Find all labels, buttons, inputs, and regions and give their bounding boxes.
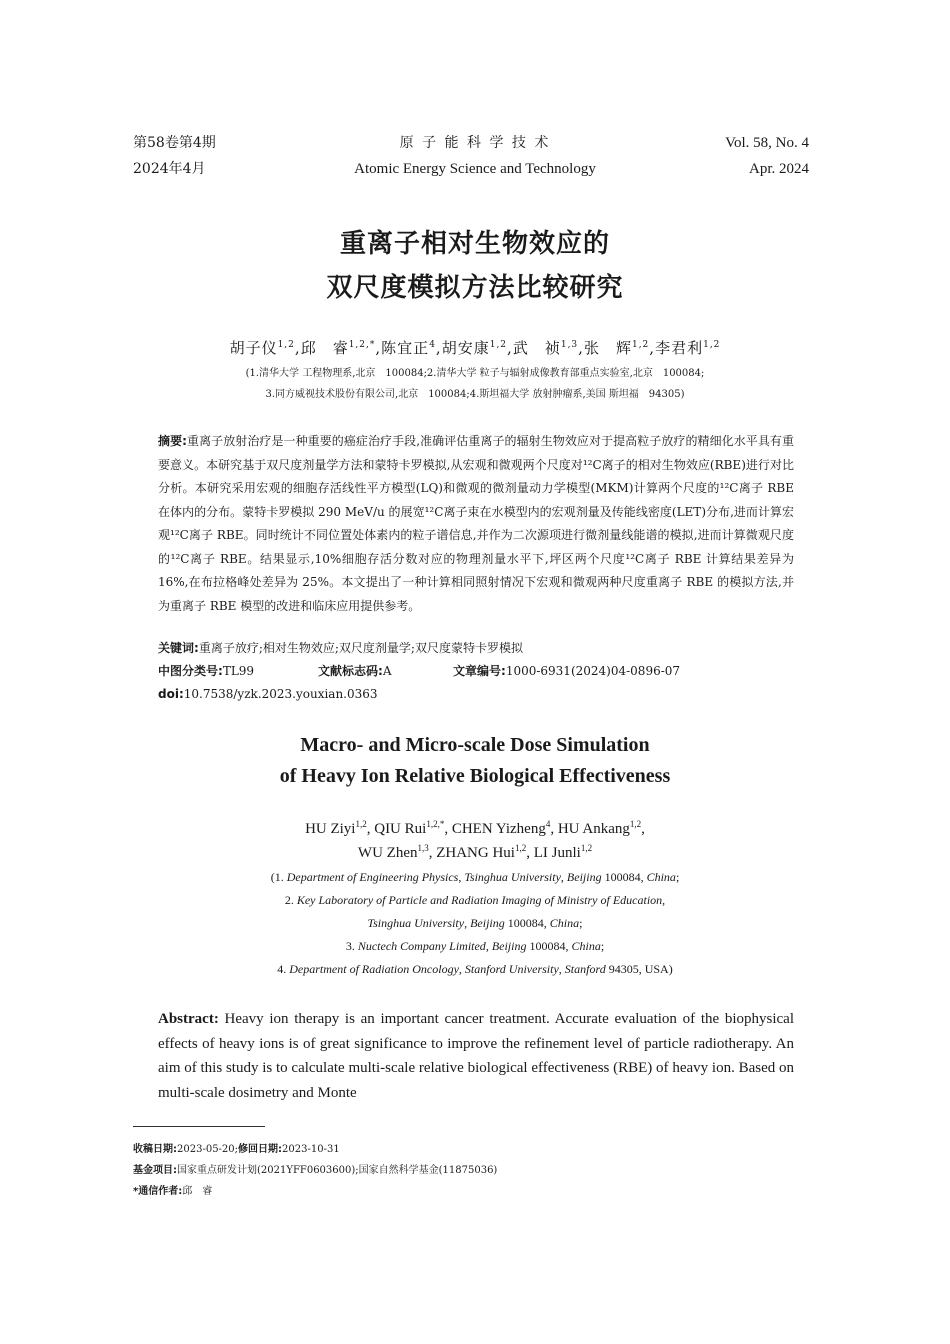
keywords-cn: [158, 637, 794, 660]
author-list-en-line2: WU Zhen$^{1,3}$, ZHANG Hui$^{1,2}$, LI Junli$^{1,2}$: [357, 843, 593, 861]
author-affiliation-mark: 1,2,*: [348, 340, 376, 350]
author-name: HU Ziyi: [305, 821, 356, 837]
author-affiliation-mark: 1,3: [560, 340, 579, 350]
author-affiliation-mark: 1,2: [514, 843, 527, 853]
footnote-corresponding-author: *通信作者:邱 睿: [133, 1186, 213, 1197]
author-list-cn: 胡子仪$^{1,2}$,邱 睿$^{1,2,*}$,陈宜正$^4$,胡安康$^{1,2}$,武 祯$^{1,3}$,张 辉$^{1,2}$,李君利$^{1,2}$: [229, 339, 721, 357]
clc-code: 中图分类号:TL99: [158, 664, 255, 678]
author-name: 张 辉: [583, 339, 632, 357]
author-affiliation-mark: 1,2: [489, 340, 508, 350]
affiliation-en-2: 2. Key Laboratory of Particle and Radiation Imaging of Ministry of Education,: [284, 893, 666, 907]
journal-title-cn: 原 子 能 科 学 技 术: [399, 135, 551, 151]
author-name: 武 祯: [512, 339, 561, 357]
author-name: ZHANG Hui: [436, 845, 515, 861]
doi: [158, 683, 794, 706]
author-name: WU Zhen: [357, 845, 418, 861]
abstract-cn-text: 重离子放射治疗是一种重要的癌症治疗手段,准确评估重离子的辐射生物效应对于提高粒子放疗的精细化水平具有重要意义。本研究基于双尺度剂量学方法和蒙特卡罗模拟,从宏观和微观两个尺度对¹²C离子的相对生物效应(RBE)进行对比分析。本研究采用宏观的细胞存活线性平方模型(LQ)和微观的微剂量动力学模型(MKM)计算两个尺度的¹²C离子 RBE 在体内的分布。蒙特卡罗模拟 290 MeV/u 的展宽¹²C离子束在水模型内的宏观剂量及传能线密度(LET)分布,进而计算宏观¹²C离子 RBE。同时统计不同位置处体素内的粒子谱信息,并作为二次源项进行微剂量线能谱的模拟,进而计算微观尺度的¹²C离子 RBE。结果显示,10%细胞存活分数对应的物理剂量水平下,坪区两个尺度¹²C离子 RBE 计算结果差异为 16%,在布拉格峰处差异为 25%。本文提出了一种计算相同照射情况下宏观和微观两种尺度重离子 RBE 的模拟方法,并为重离子 RBE 模型的改进和临床应用提供参考。: [158, 434, 794, 613]
author-name: CHEN Yizheng: [451, 821, 546, 837]
author-affiliation-mark: 4: [429, 340, 436, 350]
author-name: 李君利: [655, 339, 704, 357]
author-affiliation-mark: 1,3: [417, 843, 429, 853]
doi-label: doi:: [158, 687, 184, 701]
keywords-text: 重离子放疗;相对生物效应;双尺度剂量学;双尺度蒙特卡罗模拟: [198, 641, 523, 655]
author-name: 邱 睿: [300, 339, 349, 357]
author-affiliation-mark: 1,2: [703, 340, 721, 350]
author-affiliation-mark: 1,2: [355, 819, 367, 829]
author-name: HU Ankang: [557, 821, 630, 837]
issue-date-en: Apr. 2024: [749, 161, 809, 177]
journal-title-en: Atomic Energy Science and Technology: [354, 161, 596, 177]
affiliation-en-3: 3. Nuctech Company Limited, Beijing 100084, China;: [345, 939, 605, 953]
abstract-en-label: Abstract:: [158, 1011, 219, 1027]
article-number: 文章编号:1000-6931(2024)04-0896-07: [453, 664, 681, 678]
paper-title-cn-line1: 重离子相对生物效应的: [339, 229, 610, 259]
author-affiliation-mark: 1,2: [277, 340, 295, 350]
author-name: 陈宜正: [381, 339, 430, 357]
affiliations-cn-line1: (1.清华大学 工程物理系,北京 100084;2.清华大学 粒子与辐射成像教育部重点实验室,北京 100084;: [245, 368, 705, 379]
issue-date-cn: 2024年4月: [133, 161, 206, 177]
author-affiliation-mark: 4: [545, 819, 551, 829]
author-name: QIU Rui: [374, 821, 427, 837]
paper-title-cn-line2: 双尺度模拟方法比较研究: [326, 273, 624, 303]
doi-value: 10.7538/yzk.2023.youxian.0363: [183, 687, 378, 701]
footnote-funding: 基金项目:国家重点研发计划(2021YFF0603600);国家自然科学基金(11875036): [133, 1165, 498, 1176]
classification-row: [158, 660, 794, 683]
footnote-dates: 收稿日期:2023-05-20;修回日期:2023-10-31: [133, 1144, 340, 1155]
paper-title-en-line1: Macro- and Micro-scale Dose Simulation: [300, 734, 650, 756]
author-affiliation-mark: 1,2: [580, 843, 593, 853]
affiliation-en-2-cont: Tsinghua University, Beijing 100084, China;: [367, 916, 583, 930]
author-affiliation-mark: 1,2: [629, 819, 642, 829]
document-code: 文献标志码:A: [318, 664, 392, 678]
affiliation-en-4: 4. Department of Radiation Oncology, Stanford University, Stanford 94305, USA): [277, 962, 673, 976]
author-name: 胡安康: [441, 339, 490, 357]
issue-volume-cn: 第58卷第4期: [133, 135, 216, 151]
abstract-cn-label: 摘要:: [158, 434, 187, 448]
abstract-en-text: Heavy ion therapy is an important cancer treatment. Accurate evaluation of the biophysical effects of heavy ions is of great significance to improve the refinement level of particle radiotherapy. An aim of this study is to calculate multi-scale relative biological effectiveness (RBE) of heavy ion. Based on multi-scale dosimetry and Monte: [158, 1011, 794, 1101]
keywords-label: 关键词:: [158, 641, 199, 655]
author-name: 胡子仪: [229, 339, 278, 357]
abstract-cn: [158, 430, 794, 618]
affiliations-cn-line2: 3.同方威视技术股份有限公司,北京 100084;4.斯坦福大学 放射肿瘤系,美国 斯坦福 94305): [265, 389, 685, 400]
affiliation-en-1: (1. Department of Engineering Physics, Tsinghua University, Beijing 100084, China;: [270, 870, 680, 884]
author-list-en-line1: HU Ziyi$^{1,2}$, QIU Rui$^{1,2,*}$, CHEN Yizheng$^4$, HU Ankang$^{1,2}$,: [305, 819, 645, 837]
paper-title-en-line2: of Heavy Ion Relative Biological Effectiveness: [279, 765, 671, 787]
author-name: LI Junli: [533, 845, 581, 861]
abstract-en: [158, 1007, 794, 1105]
footnote-divider: [133, 1126, 265, 1127]
author-affiliation-mark: 1,2: [631, 340, 650, 350]
issue-volume-en: Vol. 58, No. 4: [725, 135, 809, 151]
author-affiliation-mark: 1,2,*: [426, 819, 445, 829]
